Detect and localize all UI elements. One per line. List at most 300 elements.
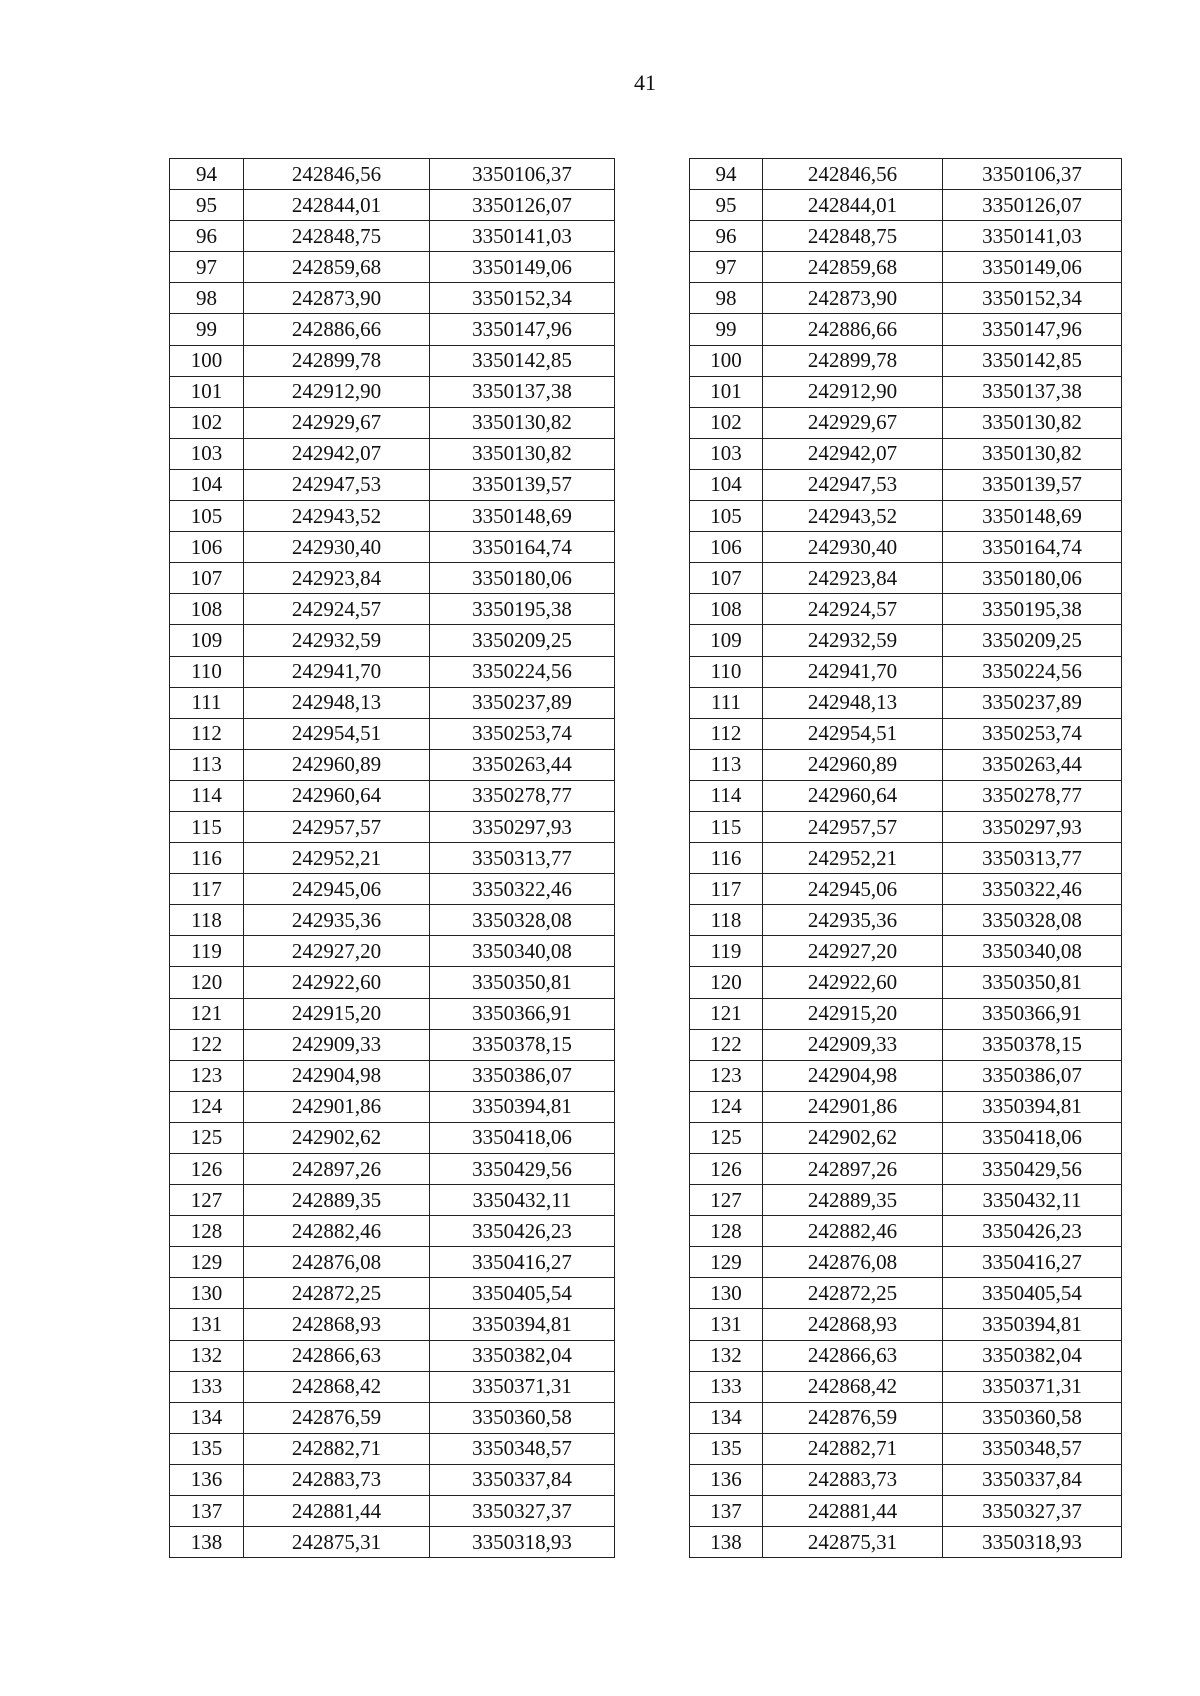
point-number-cell: 114 — [690, 780, 763, 811]
y-coordinate-cell: 3350366,91 — [943, 998, 1122, 1029]
x-coordinate-cell: 242882,71 — [763, 1433, 943, 1464]
x-coordinate-cell: 242927,20 — [244, 936, 430, 967]
x-coordinate-cell: 242915,20 — [244, 998, 430, 1029]
x-coordinate-cell: 242875,31 — [244, 1527, 430, 1558]
x-coordinate-cell: 242945,06 — [763, 874, 943, 905]
x-coordinate-cell: 242952,21 — [244, 843, 430, 874]
point-number-cell: 95 — [170, 190, 244, 221]
y-coordinate-cell: 3350386,07 — [943, 1060, 1122, 1091]
y-coordinate-cell: 3350394,81 — [430, 1309, 615, 1340]
point-number-cell: 98 — [170, 283, 244, 314]
point-number-cell: 125 — [170, 1122, 244, 1153]
x-coordinate-cell: 242942,07 — [763, 438, 943, 469]
table-row — [690, 687, 1122, 718]
point-number-cell: 127 — [690, 1185, 763, 1216]
x-coordinate-cell: 242876,08 — [244, 1247, 430, 1278]
y-coordinate-cell: 3350130,82 — [430, 438, 615, 469]
x-coordinate-cell: 242886,66 — [244, 314, 430, 345]
table-row — [170, 625, 615, 656]
x-coordinate-cell: 242886,66 — [763, 314, 943, 345]
y-coordinate-cell: 3350180,06 — [430, 563, 615, 594]
point-number-cell: 120 — [690, 967, 763, 998]
point-number-cell: 117 — [170, 874, 244, 905]
table-row — [170, 376, 615, 407]
table-row — [690, 1060, 1122, 1091]
x-coordinate-cell: 242948,13 — [244, 687, 430, 718]
y-coordinate-cell: 3350416,27 — [430, 1247, 615, 1278]
y-coordinate-cell: 3350147,96 — [430, 314, 615, 345]
y-coordinate-cell: 3350386,07 — [430, 1060, 615, 1091]
point-number-cell: 121 — [690, 998, 763, 1029]
x-coordinate-cell: 242902,62 — [244, 1122, 430, 1153]
table-row — [690, 1371, 1122, 1402]
point-number-cell: 105 — [690, 501, 763, 532]
table-row — [690, 159, 1122, 190]
x-coordinate-cell: 242897,26 — [763, 1154, 943, 1185]
x-coordinate-cell: 242957,57 — [244, 811, 430, 842]
table-row — [170, 345, 615, 376]
point-number-cell: 110 — [170, 656, 244, 687]
x-coordinate-cell: 242909,33 — [763, 1029, 943, 1060]
point-number-cell: 104 — [170, 469, 244, 500]
table-row — [690, 1216, 1122, 1247]
point-number-cell: 103 — [170, 438, 244, 469]
y-coordinate-cell: 3350209,25 — [430, 625, 615, 656]
y-coordinate-cell: 3350313,77 — [943, 843, 1122, 874]
coordinates-table-left — [169, 158, 615, 1558]
x-coordinate-cell: 242947,53 — [763, 469, 943, 500]
y-coordinate-cell: 3350327,37 — [943, 1496, 1122, 1527]
x-coordinate-cell: 242881,44 — [244, 1496, 430, 1527]
x-coordinate-cell: 242866,63 — [763, 1340, 943, 1371]
table-row — [170, 438, 615, 469]
y-coordinate-cell: 3350195,38 — [943, 594, 1122, 625]
y-coordinate-cell: 3350195,38 — [430, 594, 615, 625]
x-coordinate-cell: 242859,68 — [763, 252, 943, 283]
point-number-cell: 101 — [170, 376, 244, 407]
y-coordinate-cell: 3350418,06 — [430, 1122, 615, 1153]
table-row — [690, 1185, 1122, 1216]
y-coordinate-cell: 3350405,54 — [943, 1278, 1122, 1309]
table-row — [170, 936, 615, 967]
table-row — [690, 718, 1122, 749]
point-number-cell: 97 — [170, 252, 244, 283]
table-row — [690, 283, 1122, 314]
table-row — [690, 1464, 1122, 1495]
table-row — [690, 1122, 1122, 1153]
x-coordinate-cell: 242866,63 — [244, 1340, 430, 1371]
table-row — [170, 1496, 615, 1527]
point-number-cell: 135 — [170, 1433, 244, 1464]
y-coordinate-cell: 3350340,08 — [943, 936, 1122, 967]
point-number-cell: 101 — [690, 376, 763, 407]
table-row — [690, 1433, 1122, 1464]
table-row — [690, 469, 1122, 500]
point-number-cell: 117 — [690, 874, 763, 905]
y-coordinate-cell: 3350405,54 — [430, 1278, 615, 1309]
y-coordinate-cell: 3350394,81 — [430, 1091, 615, 1122]
table-row — [690, 1309, 1122, 1340]
x-coordinate-cell: 242876,08 — [763, 1247, 943, 1278]
x-coordinate-cell: 242915,20 — [763, 998, 943, 1029]
x-coordinate-cell: 242960,64 — [763, 780, 943, 811]
page-number: 41 — [634, 70, 656, 95]
table-row — [690, 1154, 1122, 1185]
x-coordinate-cell: 242868,42 — [244, 1371, 430, 1402]
table-row — [690, 1402, 1122, 1433]
x-coordinate-cell: 242868,93 — [244, 1309, 430, 1340]
point-number-cell: 120 — [170, 967, 244, 998]
x-coordinate-cell: 242947,53 — [244, 469, 430, 500]
table-row — [170, 656, 615, 687]
y-coordinate-cell: 3350278,77 — [943, 780, 1122, 811]
y-coordinate-cell: 3350416,27 — [943, 1247, 1122, 1278]
x-coordinate-cell: 242927,20 — [763, 936, 943, 967]
table-row — [170, 252, 615, 283]
point-number-cell: 97 — [690, 252, 763, 283]
table-row — [690, 749, 1122, 780]
point-number-cell: 113 — [690, 749, 763, 780]
y-coordinate-cell: 3350137,38 — [943, 376, 1122, 407]
x-coordinate-cell: 242923,84 — [244, 563, 430, 594]
table-row — [690, 501, 1122, 532]
point-number-cell: 123 — [690, 1060, 763, 1091]
point-number-cell: 102 — [690, 407, 763, 438]
x-coordinate-cell: 242929,67 — [244, 407, 430, 438]
x-coordinate-cell: 242932,59 — [763, 625, 943, 656]
point-number-cell: 109 — [170, 625, 244, 656]
table-row — [170, 1527, 615, 1558]
table-row — [170, 718, 615, 749]
table-row — [170, 1247, 615, 1278]
point-number-cell: 134 — [690, 1402, 763, 1433]
point-number-cell: 131 — [690, 1309, 763, 1340]
point-number-cell: 128 — [690, 1216, 763, 1247]
y-coordinate-cell: 3350130,82 — [943, 407, 1122, 438]
point-number-cell: 106 — [170, 532, 244, 563]
point-number-cell: 99 — [690, 314, 763, 345]
y-coordinate-cell: 3350141,03 — [943, 221, 1122, 252]
y-coordinate-cell: 3350106,37 — [430, 159, 615, 190]
y-coordinate-cell: 3350382,04 — [430, 1340, 615, 1371]
table-row — [170, 532, 615, 563]
point-number-cell: 131 — [170, 1309, 244, 1340]
y-coordinate-cell: 3350263,44 — [943, 749, 1122, 780]
table-row — [690, 936, 1122, 967]
point-number-cell: 96 — [170, 221, 244, 252]
table-row — [170, 874, 615, 905]
y-coordinate-cell: 3350318,93 — [943, 1527, 1122, 1558]
y-coordinate-cell: 3350328,08 — [943, 905, 1122, 936]
point-number-cell: 111 — [690, 687, 763, 718]
y-coordinate-cell: 3350382,04 — [943, 1340, 1122, 1371]
point-number-cell: 119 — [690, 936, 763, 967]
y-coordinate-cell: 3350297,93 — [430, 811, 615, 842]
x-coordinate-cell: 242844,01 — [763, 190, 943, 221]
point-number-cell: 115 — [170, 811, 244, 842]
point-number-cell: 100 — [170, 345, 244, 376]
y-coordinate-cell: 3350426,23 — [943, 1216, 1122, 1247]
table-row — [170, 811, 615, 842]
point-number-cell: 135 — [690, 1433, 763, 1464]
point-number-cell: 126 — [170, 1154, 244, 1185]
point-number-cell: 95 — [690, 190, 763, 221]
x-coordinate-cell: 242922,60 — [244, 967, 430, 998]
x-coordinate-cell: 242924,57 — [244, 594, 430, 625]
x-coordinate-cell: 242846,56 — [763, 159, 943, 190]
y-coordinate-cell: 3350371,31 — [943, 1371, 1122, 1402]
point-number-cell: 130 — [690, 1278, 763, 1309]
y-coordinate-cell: 3350141,03 — [430, 221, 615, 252]
y-coordinate-cell: 3350429,56 — [430, 1154, 615, 1185]
table-row — [170, 1433, 615, 1464]
point-number-cell: 122 — [690, 1029, 763, 1060]
point-number-cell: 126 — [690, 1154, 763, 1185]
x-coordinate-cell: 242952,21 — [763, 843, 943, 874]
table-row — [690, 1340, 1122, 1371]
y-coordinate-cell: 3350366,91 — [430, 998, 615, 1029]
table-row — [690, 221, 1122, 252]
x-coordinate-cell: 242872,25 — [244, 1278, 430, 1309]
table-row — [170, 407, 615, 438]
x-coordinate-cell: 242899,78 — [763, 345, 943, 376]
table-row — [690, 811, 1122, 842]
y-coordinate-cell: 3350432,11 — [430, 1185, 615, 1216]
y-coordinate-cell: 3350180,06 — [943, 563, 1122, 594]
table-row — [690, 376, 1122, 407]
table-row — [170, 905, 615, 936]
point-number-cell: 96 — [690, 221, 763, 252]
x-coordinate-cell: 242844,01 — [244, 190, 430, 221]
point-number-cell: 118 — [690, 905, 763, 936]
x-coordinate-cell: 242883,73 — [244, 1464, 430, 1495]
y-coordinate-cell: 3350126,07 — [943, 190, 1122, 221]
y-coordinate-cell: 3350328,08 — [430, 905, 615, 936]
point-number-cell: 138 — [690, 1527, 763, 1558]
point-number-cell: 108 — [170, 594, 244, 625]
table-row — [170, 1154, 615, 1185]
x-coordinate-cell: 242930,40 — [763, 532, 943, 563]
table-row — [690, 1247, 1122, 1278]
x-coordinate-cell: 242889,35 — [763, 1185, 943, 1216]
y-coordinate-cell: 3350360,58 — [943, 1402, 1122, 1433]
point-number-cell: 99 — [170, 314, 244, 345]
y-coordinate-cell: 3350348,57 — [430, 1433, 615, 1464]
table-row — [170, 1185, 615, 1216]
point-number-cell: 110 — [690, 656, 763, 687]
table-row — [170, 1091, 615, 1122]
point-number-cell: 127 — [170, 1185, 244, 1216]
point-number-cell: 129 — [170, 1247, 244, 1278]
y-coordinate-cell: 3350340,08 — [430, 936, 615, 967]
x-coordinate-cell: 242875,31 — [763, 1527, 943, 1558]
x-coordinate-cell: 242901,86 — [763, 1091, 943, 1122]
point-number-cell: 121 — [170, 998, 244, 1029]
x-coordinate-cell: 242876,59 — [244, 1402, 430, 1433]
x-coordinate-cell: 242881,44 — [763, 1496, 943, 1527]
x-coordinate-cell: 242897,26 — [244, 1154, 430, 1185]
y-coordinate-cell: 3350253,74 — [430, 718, 615, 749]
table-row — [690, 1278, 1122, 1309]
x-coordinate-cell: 242882,71 — [244, 1433, 430, 1464]
x-coordinate-cell: 242924,57 — [763, 594, 943, 625]
point-number-cell: 94 — [170, 159, 244, 190]
x-coordinate-cell: 242935,36 — [763, 905, 943, 936]
point-number-cell: 112 — [690, 718, 763, 749]
table-row — [690, 190, 1122, 221]
y-coordinate-cell: 3350418,06 — [943, 1122, 1122, 1153]
x-coordinate-cell: 242932,59 — [244, 625, 430, 656]
y-coordinate-cell: 3350147,96 — [943, 314, 1122, 345]
point-number-cell: 132 — [690, 1340, 763, 1371]
y-coordinate-cell: 3350337,84 — [943, 1464, 1122, 1495]
y-coordinate-cell: 3350263,44 — [430, 749, 615, 780]
y-coordinate-cell: 3350237,89 — [430, 687, 615, 718]
point-number-cell: 137 — [170, 1496, 244, 1527]
table-row — [170, 687, 615, 718]
table-row — [690, 998, 1122, 1029]
y-coordinate-cell: 3350106,37 — [943, 159, 1122, 190]
y-coordinate-cell: 3350137,38 — [430, 376, 615, 407]
point-number-cell: 103 — [690, 438, 763, 469]
table-row — [170, 190, 615, 221]
x-coordinate-cell: 242943,52 — [244, 501, 430, 532]
y-coordinate-cell: 3350130,82 — [430, 407, 615, 438]
y-coordinate-cell: 3350224,56 — [943, 656, 1122, 687]
table-row — [690, 407, 1122, 438]
point-number-cell: 116 — [170, 843, 244, 874]
x-coordinate-cell: 242957,57 — [763, 811, 943, 842]
x-coordinate-cell: 242943,52 — [763, 501, 943, 532]
point-number-cell: 124 — [170, 1091, 244, 1122]
table-body — [690, 159, 1122, 1558]
table-row — [170, 1309, 615, 1340]
x-coordinate-cell: 242960,89 — [244, 749, 430, 780]
table-row — [690, 967, 1122, 998]
table-row — [170, 159, 615, 190]
x-coordinate-cell: 242930,40 — [244, 532, 430, 563]
x-coordinate-cell: 242945,06 — [244, 874, 430, 905]
table-row — [690, 1496, 1122, 1527]
point-number-cell: 130 — [170, 1278, 244, 1309]
y-coordinate-cell: 3350130,82 — [943, 438, 1122, 469]
y-coordinate-cell: 3350432,11 — [943, 1185, 1122, 1216]
point-number-cell: 128 — [170, 1216, 244, 1247]
table-row — [170, 1371, 615, 1402]
y-coordinate-cell: 3350429,56 — [943, 1154, 1122, 1185]
table-row — [170, 314, 615, 345]
point-number-cell: 114 — [170, 780, 244, 811]
table-row — [170, 469, 615, 500]
table-row — [690, 594, 1122, 625]
point-number-cell: 116 — [690, 843, 763, 874]
x-coordinate-cell: 242948,13 — [763, 687, 943, 718]
point-number-cell: 107 — [170, 563, 244, 594]
x-coordinate-cell: 242954,51 — [763, 718, 943, 749]
x-coordinate-cell: 242912,90 — [244, 376, 430, 407]
y-coordinate-cell: 3350426,23 — [430, 1216, 615, 1247]
y-coordinate-cell: 3350322,46 — [430, 874, 615, 905]
point-number-cell: 123 — [170, 1060, 244, 1091]
y-coordinate-cell: 3350278,77 — [430, 780, 615, 811]
y-coordinate-cell: 3350209,25 — [943, 625, 1122, 656]
x-coordinate-cell: 242873,90 — [244, 283, 430, 314]
y-coordinate-cell: 3350149,06 — [943, 252, 1122, 283]
table-row — [170, 967, 615, 998]
x-coordinate-cell: 242935,36 — [244, 905, 430, 936]
point-number-cell: 109 — [690, 625, 763, 656]
point-number-cell: 108 — [690, 594, 763, 625]
table-row — [170, 1122, 615, 1153]
table-row — [170, 1278, 615, 1309]
y-coordinate-cell: 3350337,84 — [430, 1464, 615, 1495]
point-number-cell: 136 — [170, 1464, 244, 1495]
y-coordinate-cell: 3350164,74 — [943, 532, 1122, 563]
y-coordinate-cell: 3350322,46 — [943, 874, 1122, 905]
point-number-cell: 133 — [170, 1371, 244, 1402]
point-number-cell: 102 — [170, 407, 244, 438]
x-coordinate-cell: 242923,84 — [763, 563, 943, 594]
point-number-cell: 94 — [690, 159, 763, 190]
y-coordinate-cell: 3350253,74 — [943, 718, 1122, 749]
table-row — [690, 563, 1122, 594]
table-row — [690, 843, 1122, 874]
point-number-cell: 113 — [170, 749, 244, 780]
y-coordinate-cell: 3350313,77 — [430, 843, 615, 874]
y-coordinate-cell: 3350360,58 — [430, 1402, 615, 1433]
point-number-cell: 104 — [690, 469, 763, 500]
y-coordinate-cell: 3350139,57 — [943, 469, 1122, 500]
point-number-cell: 136 — [690, 1464, 763, 1495]
table-row — [690, 905, 1122, 936]
y-coordinate-cell: 3350164,74 — [430, 532, 615, 563]
table-row — [690, 874, 1122, 905]
y-coordinate-cell: 3350149,06 — [430, 252, 615, 283]
x-coordinate-cell: 242902,62 — [763, 1122, 943, 1153]
y-coordinate-cell: 3350318,93 — [430, 1527, 615, 1558]
table-row — [690, 625, 1122, 656]
table-row — [170, 1029, 615, 1060]
x-coordinate-cell: 242848,75 — [763, 221, 943, 252]
point-number-cell: 119 — [170, 936, 244, 967]
point-number-cell: 107 — [690, 563, 763, 594]
x-coordinate-cell: 242882,46 — [763, 1216, 943, 1247]
x-coordinate-cell: 242960,64 — [244, 780, 430, 811]
table-row — [170, 283, 615, 314]
table-body — [170, 159, 615, 1558]
table-row — [170, 563, 615, 594]
x-coordinate-cell: 242901,86 — [244, 1091, 430, 1122]
y-coordinate-cell: 3350142,85 — [943, 345, 1122, 376]
table-row — [690, 780, 1122, 811]
x-coordinate-cell: 242883,73 — [763, 1464, 943, 1495]
point-number-cell: 137 — [690, 1496, 763, 1527]
table-row — [690, 314, 1122, 345]
point-number-cell: 125 — [690, 1122, 763, 1153]
y-coordinate-cell: 3350142,85 — [430, 345, 615, 376]
x-coordinate-cell: 242899,78 — [244, 345, 430, 376]
x-coordinate-cell: 242846,56 — [244, 159, 430, 190]
x-coordinate-cell: 242904,98 — [244, 1060, 430, 1091]
x-coordinate-cell: 242873,90 — [763, 283, 943, 314]
x-coordinate-cell: 242904,98 — [763, 1060, 943, 1091]
y-coordinate-cell: 3350348,57 — [943, 1433, 1122, 1464]
y-coordinate-cell: 3350139,57 — [430, 469, 615, 500]
table-row — [170, 1060, 615, 1091]
y-coordinate-cell: 3350394,81 — [943, 1309, 1122, 1340]
y-coordinate-cell: 3350152,34 — [430, 283, 615, 314]
point-number-cell: 105 — [170, 501, 244, 532]
